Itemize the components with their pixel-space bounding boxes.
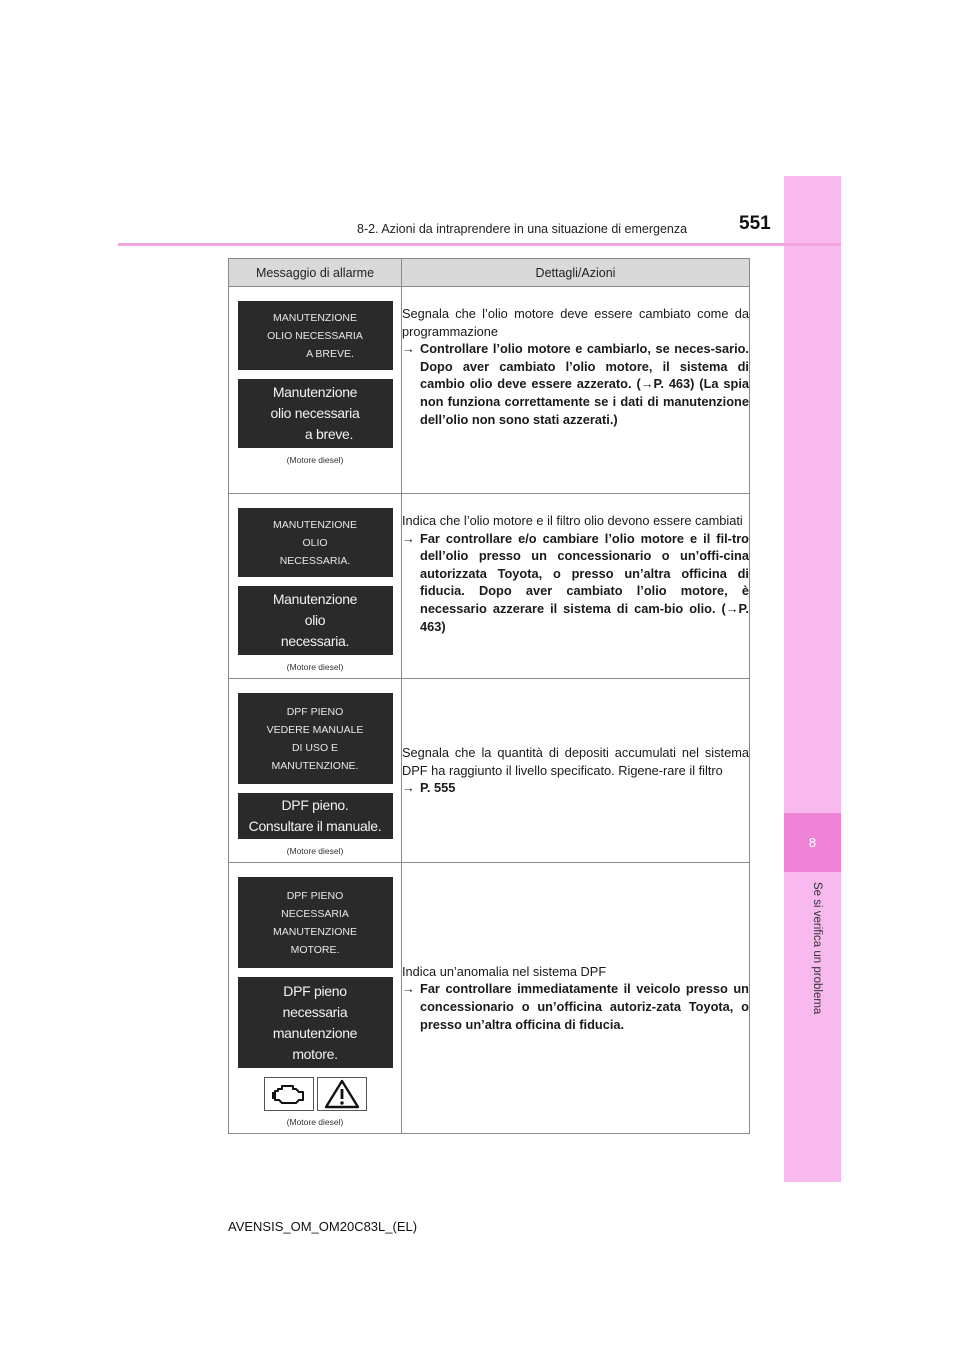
message-cell <box>229 679 402 863</box>
engine-note: (Motore diesel) <box>286 1117 344 1127</box>
display-message-uppercase: DPF PIENO NECESSARIA MANUTENZIONE MOTORE. <box>238 877 393 968</box>
display-message-mixedcase: DPF pieno. Consultare il manuale. <box>238 793 393 839</box>
engine-note: (Motore diesel) <box>286 662 344 672</box>
display-message-mixedcase: DPF pieno necessaria manutenzione motore. <box>238 977 393 1068</box>
details-cell <box>402 494 750 679</box>
detail-action: → Controllare l’olio motore e cambiarlo, se neces-sario. Dopo aver cambiato l’olio motore, il sistema di cambio olio deve essere azzerato. (→P. 463) (La spia non funziona correttamente se i dati di manutenzione dell’olio non sono stati azzerati.) <box>402 341 749 427</box>
display-message-uppercase: MANUTENZIONE OLIO NECESSARIA. <box>238 508 393 577</box>
message-cell <box>229 287 402 494</box>
display-message-uppercase: MANUTENZIONE OLIO NECESSARIA A BREVE. <box>238 301 393 370</box>
section-title: 8-2. Azioni da intraprendere in una situazione di emergenza <box>357 222 688 236</box>
display-message-uppercase: DPF PIENO VEDERE MANUALE DI USO E MANUTENZIONE. <box>238 693 393 784</box>
column-header-message: Messaggio di allarme <box>229 259 402 287</box>
header-rule <box>118 243 841 246</box>
detail-action: → Far controllare e/o cambiare l’olio motore e il fil-tro dell’olio presso un concessionario o un’offi-cina autorizzata Toyota, o presso un’altra officina di fiducia. Dopo aver cambiato l’olio motore, è necessario azzerare il sistema di cam-bio olio. (→P. 463) <box>402 530 749 634</box>
arrow-icon: → <box>402 530 415 546</box>
engine-note: (Motore diesel) <box>286 846 344 856</box>
document-code: AVENSIS_OM_OM20C83L_(EL) <box>228 1219 418 1234</box>
detail-action: → Far controllare immediatamente il veicolo presso un concessionario o un’officina autoriz-zata Toyota, o presso un’altra officina di fiducia. <box>402 981 749 1032</box>
message-cell <box>229 494 402 679</box>
details-cell <box>402 679 750 863</box>
table-header-row <box>229 259 750 287</box>
warning-triangle-icon <box>317 1077 367 1111</box>
message-cell <box>229 863 402 1134</box>
warning-lights <box>264 1077 367 1111</box>
table-row <box>229 679 750 863</box>
detail-description: Segnala che l’olio motore deve essere cambiato come da programmazione <box>402 306 749 339</box>
arrow-icon: → <box>402 981 415 997</box>
column-header-details: Dettagli/Azioni <box>402 259 750 287</box>
table-row <box>229 287 750 494</box>
alarm-message-table <box>228 258 750 1134</box>
detail-action: → P. 555 <box>402 780 456 796</box>
engine-check-icon <box>264 1077 314 1111</box>
detail-description: Indica che l’olio motore e il filtro olio devono essere cambiati <box>402 513 743 528</box>
arrow-icon: → <box>402 780 415 796</box>
table-row <box>229 863 750 1134</box>
arrow-icon: → <box>402 341 415 357</box>
engine-note: (Motore diesel) <box>286 455 344 465</box>
details-cell <box>402 287 750 494</box>
display-message-mixedcase: Manutenzione olio necessaria a breve. <box>238 379 393 448</box>
page-number: 551 <box>739 213 771 234</box>
table-row <box>229 494 750 679</box>
detail-description: Segnala che la quantità di depositi accumulati nel sistema DPF ha raggiunto il livello specificato. Rigene-rare il filtro <box>402 745 749 778</box>
chapter-number: 8 <box>784 813 841 872</box>
display-message-mixedcase: Manutenzione olio necessaria. <box>238 586 393 655</box>
chapter-label: Se si verifica un problema <box>811 882 823 1015</box>
details-cell <box>402 863 750 1134</box>
detail-description: Indica un’anomalia nel sistema DPF <box>402 963 607 979</box>
